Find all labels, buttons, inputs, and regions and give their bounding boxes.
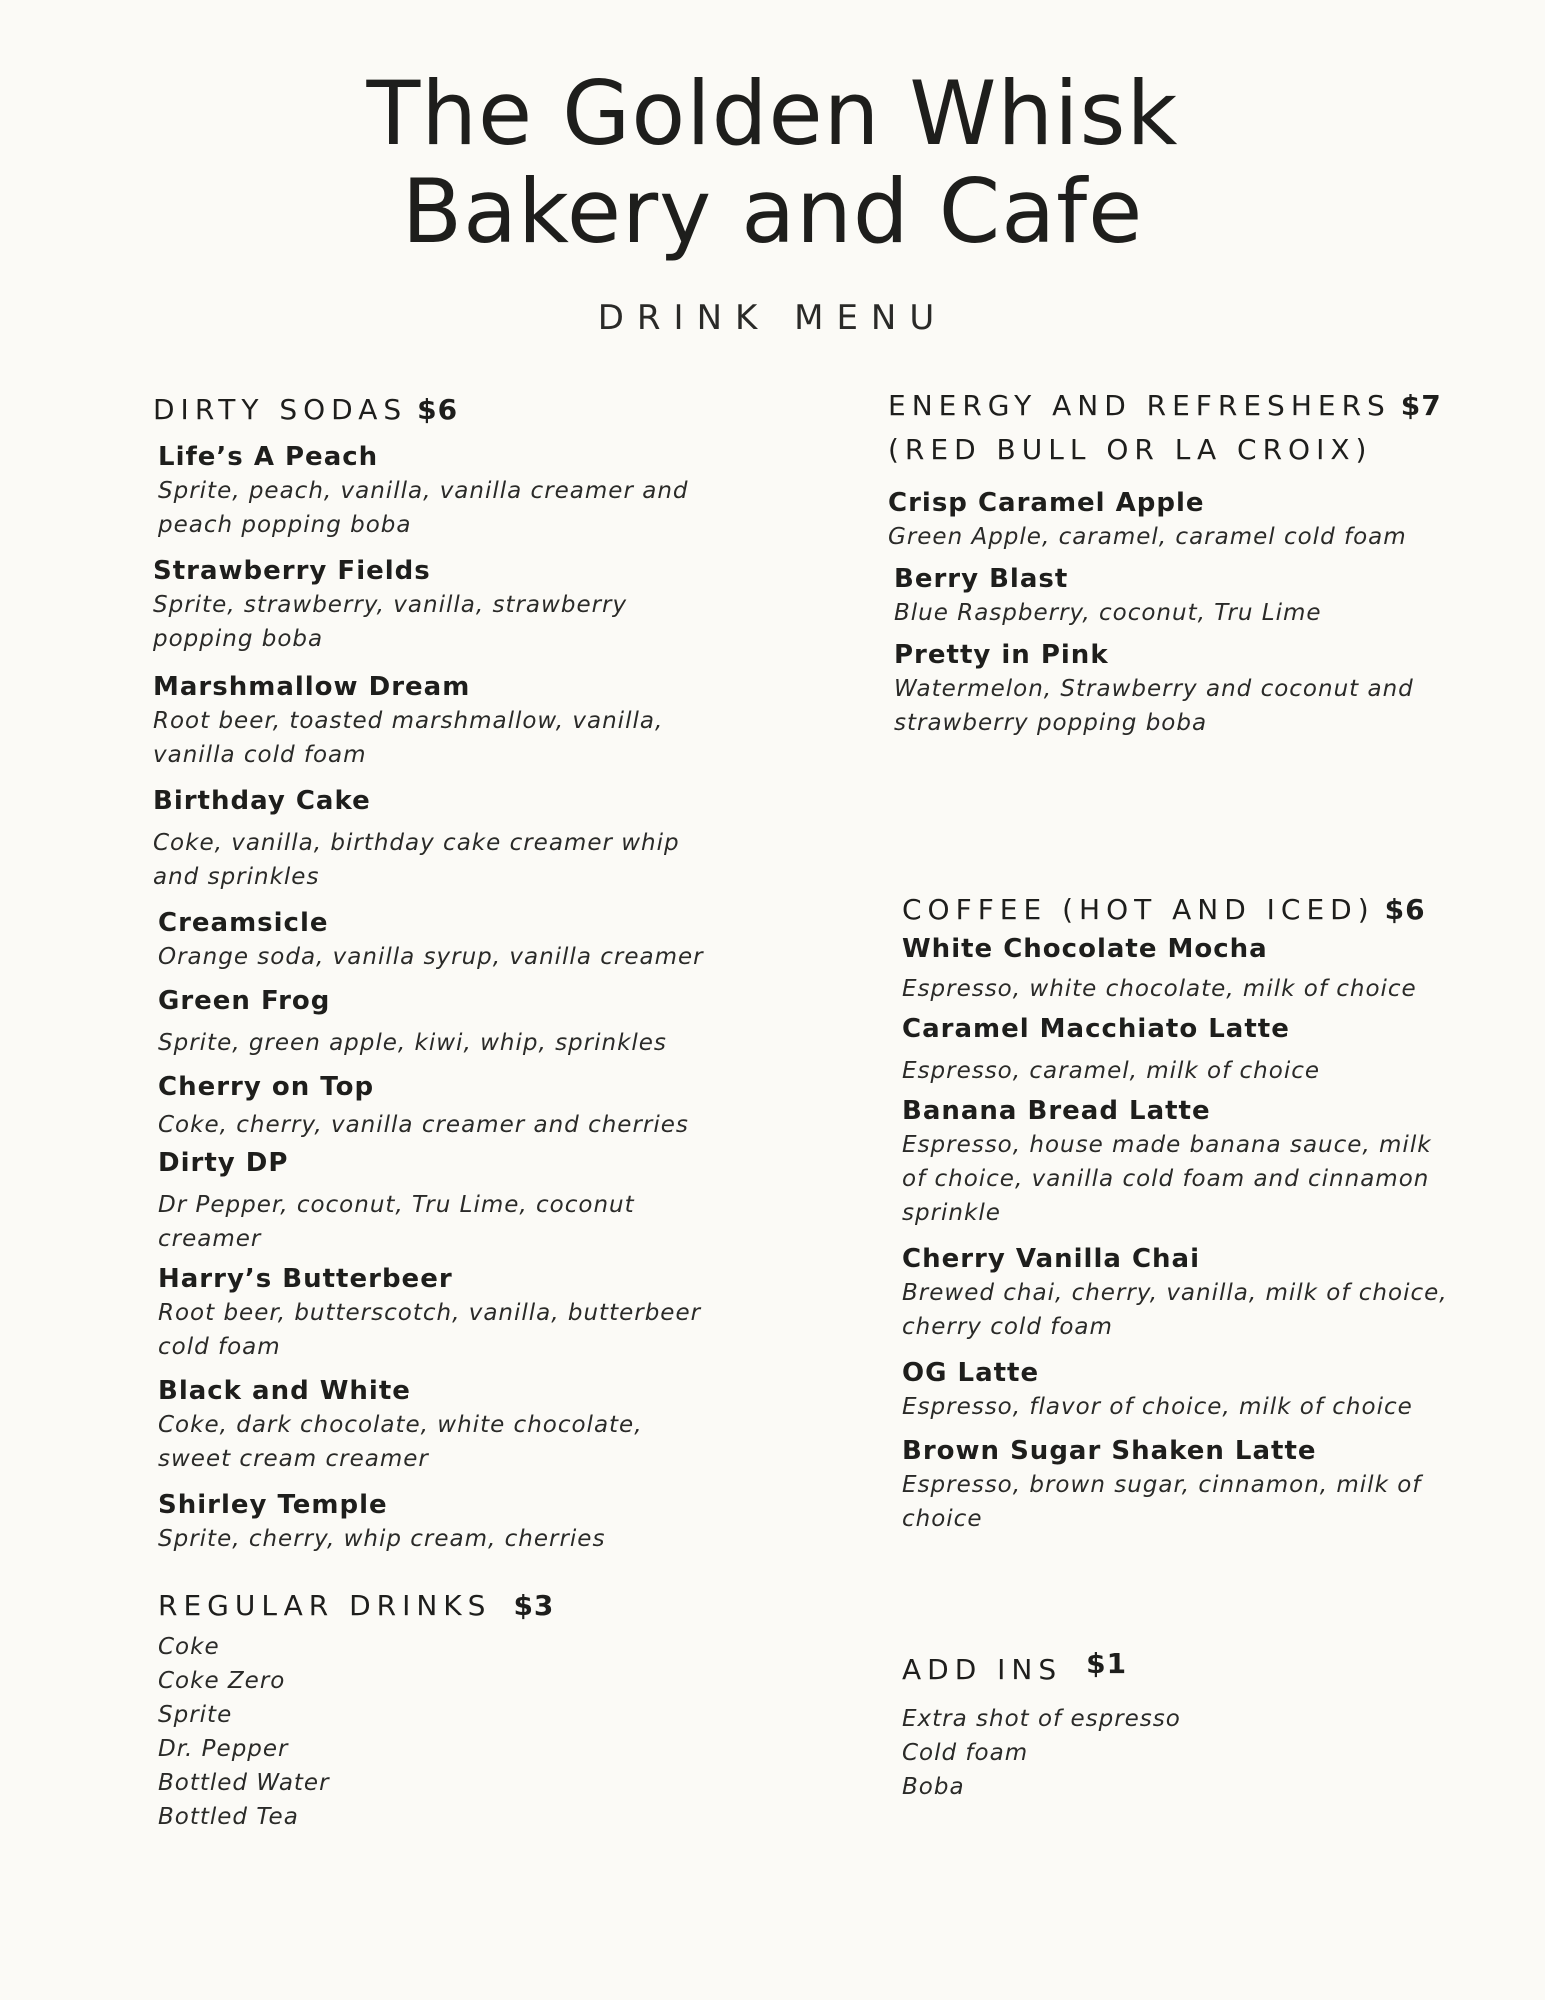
item-name: Dirty DP — [158, 1148, 289, 1178]
item-name: White Chocolate Mocha — [902, 934, 1268, 964]
add-ins-list — [902, 1702, 1462, 1804]
regular-drinks-heading-text: REGULAR DRINKS — [158, 1589, 492, 1622]
item-description: Root beer, butterscotch, vanilla, butterbeer cold foam — [158, 1300, 702, 1360]
item-name: Cherry Vanilla Chai — [902, 1244, 1201, 1274]
regular-drinks-price: $3 — [513, 1589, 555, 1622]
item-description: Green Apple, caramel, caramel cold foam — [888, 524, 1407, 550]
item-name: Caramel Macchiato Latte — [902, 1014, 1290, 1044]
menu-item — [153, 554, 713, 656]
item-name: Brown Sugar Shaken Latte — [902, 1436, 1317, 1466]
page-title-line-2: Bakery and Cafe — [401, 160, 1144, 263]
item-name: Life’s A Peach — [158, 442, 379, 472]
item-name: Harry’s Butterbeer — [158, 1264, 453, 1294]
menu-item — [158, 1374, 713, 1476]
item-description: Watermelon, Strawberry and coconut and strawberry popping boba — [894, 676, 1414, 736]
item-name: Pretty in Pink — [894, 640, 1109, 670]
menu-item — [902, 1434, 1462, 1536]
menu-item — [894, 638, 1424, 740]
energy-heading-line-1 — [888, 384, 1508, 428]
item-name: Green Frog — [158, 986, 331, 1016]
page-title-line-1: The Golden Whisk — [366, 62, 1179, 165]
coffee-heading-text: COFFEE (HOT AND ICED) — [902, 893, 1375, 926]
item-name: OG Latte — [902, 1358, 1040, 1388]
item-name: Black and White — [158, 1376, 411, 1406]
list-item: Sprite — [158, 1702, 233, 1728]
energy-section — [888, 384, 1508, 740]
coffee-heading — [902, 888, 1462, 932]
dirty-sodas-heading-text: DIRTY SODAS — [153, 393, 408, 426]
menu-item — [153, 670, 713, 772]
list-item: Cold foam — [902, 1740, 1029, 1766]
menu-item — [158, 1070, 713, 1142]
energy-heading-line-2: (RED BULL OR LA CROIX) — [888, 433, 1373, 466]
energy-heading-text: ENERGY AND REFRESHERS — [888, 389, 1391, 422]
item-name: Marshmallow Dream — [153, 672, 471, 702]
menu-item — [158, 1262, 713, 1364]
dirty-sodas-heading — [153, 388, 713, 432]
menu-item — [153, 784, 713, 894]
menu-item — [158, 906, 713, 974]
item-name: Shirley Temple — [158, 1490, 388, 1520]
dirty-sodas-section — [153, 388, 713, 1556]
item-name: Banana Bread Latte — [902, 1096, 1211, 1126]
item-description: Brewed chai, cherry, vanilla, milk of choice, cherry cold foam — [902, 1280, 1448, 1340]
menu-item — [158, 1146, 713, 1256]
menu-item — [158, 1488, 713, 1556]
list-item: Boba — [902, 1774, 965, 1800]
item-description: Sprite, cherry, whip cream, cherries — [158, 1526, 606, 1552]
list-item: Extra shot of espresso — [902, 1706, 1181, 1732]
item-description: Espresso, house made banana sauce, milk of choice, vanilla cold foam and cinnamon sprinkle — [902, 1132, 1432, 1226]
item-description: Sprite, peach, vanilla, vanilla creamer and peach popping boba — [158, 478, 689, 538]
item-description: Root beer, toasted marshmallow, vanilla, vanilla cold foam — [153, 708, 664, 768]
coffee-price: $6 — [1384, 893, 1426, 926]
list-item: Dr. Pepper — [158, 1736, 289, 1762]
item-name: Creamsicle — [158, 908, 329, 938]
list-item: Coke — [158, 1634, 220, 1660]
add-ins-heading — [902, 1648, 1462, 1692]
item-description: Espresso, caramel, milk of choice — [902, 1058, 1321, 1084]
item-description: Coke, vanilla, birthday cake creamer whip and sprinkles — [153, 830, 680, 890]
item-description: Orange soda, vanilla syrup, vanilla creamer — [158, 944, 704, 970]
menu-item — [902, 1012, 1462, 1088]
item-description: Espresso, white chocolate, milk of choice — [902, 976, 1417, 1002]
item-name: Cherry on Top — [158, 1072, 375, 1102]
menu-item — [902, 932, 1462, 1006]
coffee-section — [902, 888, 1462, 1536]
regular-drinks-list — [158, 1630, 718, 1834]
item-description: Espresso, flavor of choice, milk of choice — [902, 1394, 1413, 1420]
menu-item — [902, 1094, 1462, 1230]
item-description: Blue Raspberry, coconut, Tru Lime — [894, 600, 1322, 626]
menu-item — [158, 984, 713, 1060]
item-name: Birthday Cake — [153, 786, 371, 816]
item-description: Coke, dark chocolate, white chocolate, sweet cream creamer — [158, 1412, 643, 1472]
list-item: Coke Zero — [158, 1668, 286, 1694]
menu-item — [888, 486, 1508, 554]
list-item: Bottled Water — [158, 1770, 330, 1796]
add-ins-section — [902, 1648, 1462, 1804]
item-description: Sprite, strawberry, vanilla, strawberry popping boba — [153, 592, 628, 652]
menu-item — [894, 562, 1508, 630]
item-description: Espresso, brown sugar, cinnamon, milk of choice — [902, 1472, 1422, 1532]
item-name: Berry Blast — [894, 564, 1069, 594]
add-ins-heading-text: ADD INS — [902, 1653, 1063, 1686]
item-description: Coke, cherry, vanilla creamer and cherries — [158, 1112, 689, 1138]
menu-item — [902, 1242, 1462, 1344]
menu-subtitle: DRINK MENU — [597, 298, 948, 338]
list-item: Bottled Tea — [158, 1804, 299, 1830]
add-ins-price: $1 — [1086, 1647, 1128, 1680]
item-description: Dr Pepper, coconut, Tru Lime, coconut creamer — [158, 1192, 635, 1252]
item-name: Crisp Caramel Apple — [888, 488, 1205, 518]
energy-price: $7 — [1400, 389, 1442, 422]
menu-item — [158, 440, 713, 542]
item-description: Sprite, green apple, kiwi, whip, sprinkles — [158, 1030, 667, 1056]
regular-drinks-section — [158, 1584, 718, 1834]
menu-item — [902, 1356, 1462, 1424]
regular-drinks-heading — [158, 1584, 718, 1628]
dirty-sodas-price: $6 — [417, 393, 459, 426]
item-name: Strawberry Fields — [153, 556, 431, 586]
